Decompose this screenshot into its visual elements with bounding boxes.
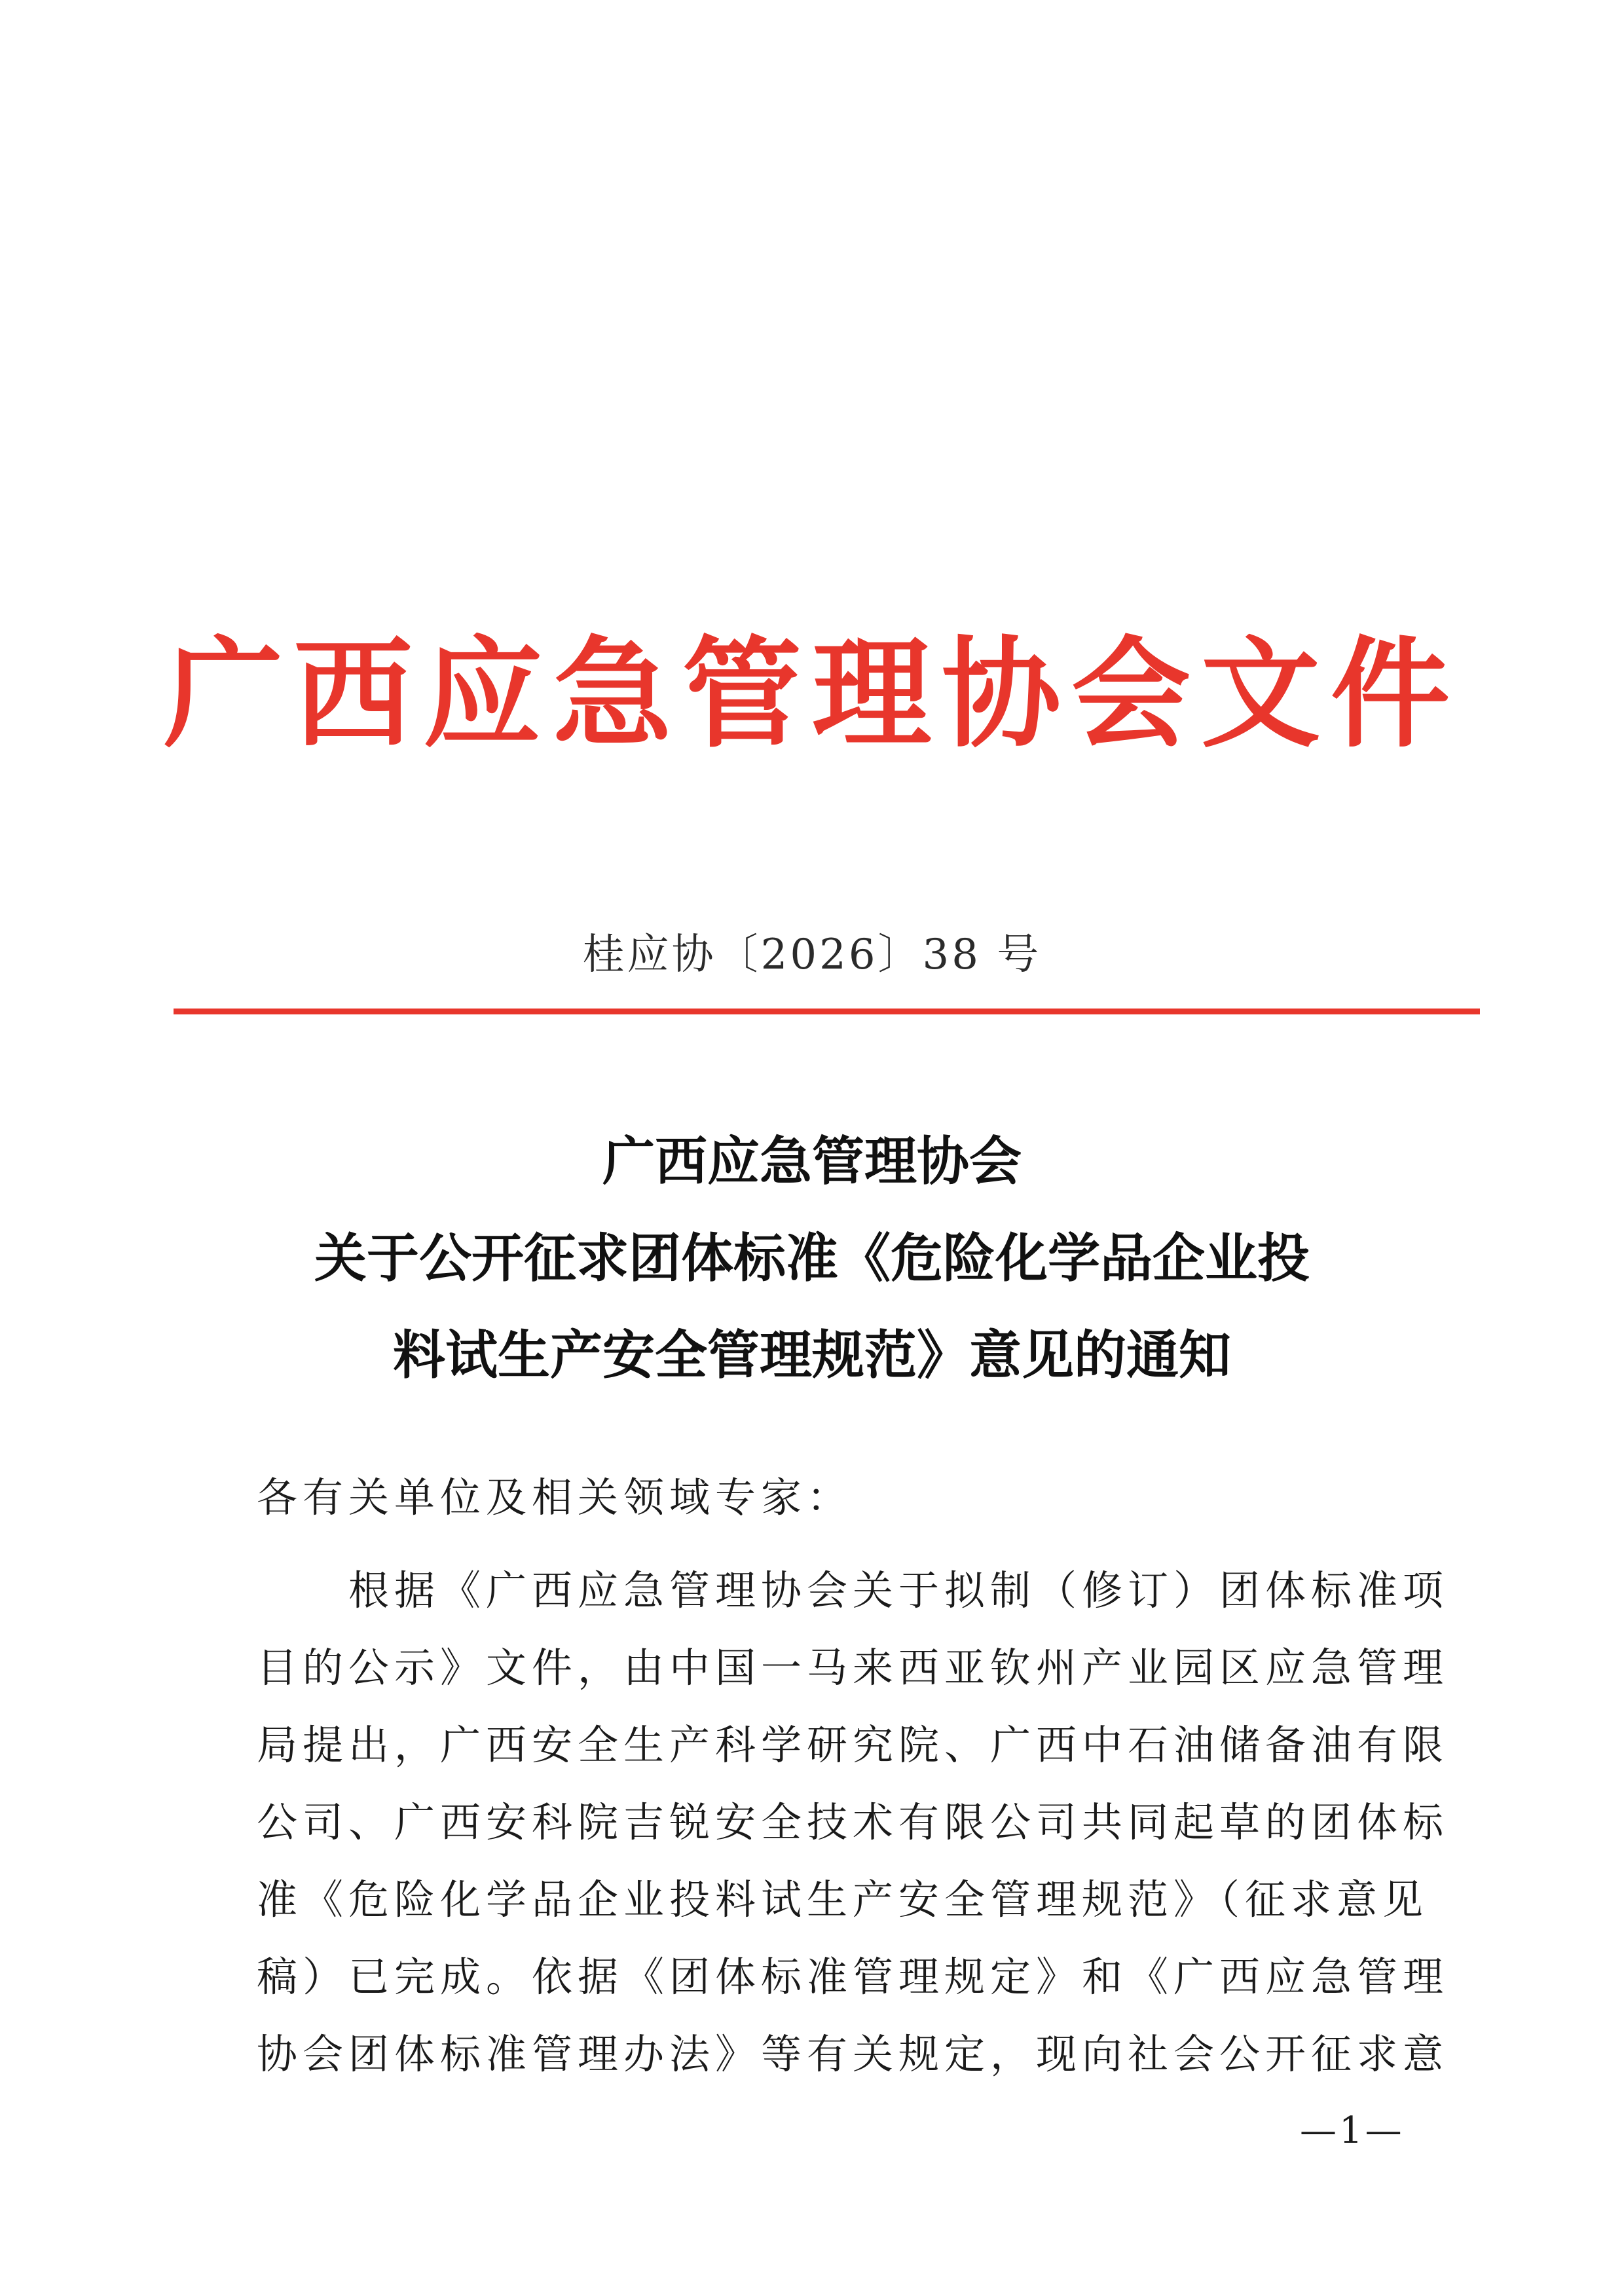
page-number: —1—: [1300, 2109, 1405, 2152]
title-line: 关于公开征求团体标准《危险化学品企业投: [314, 1228, 1310, 1289]
red-divider-line: [174, 1009, 1480, 1014]
masthead-title: 广西应急管理协会文件: [164, 623, 1460, 764]
body-line: 协会团体标准管理办法》等有关规定，现向社会公开征求意: [257, 2030, 1449, 2078]
salutation: 各有关单位及相关领域专家：: [257, 1473, 853, 1521]
title-line: 广西应急管理协会: [602, 1131, 1022, 1192]
document-number: 桂应协〔2026〕38 号: [582, 931, 1042, 979]
body-line: 局提出，广西安全生产科学研究院、广西中石油储备油有限: [257, 1721, 1449, 1769]
body-line: 稿）已完成。依据《团体标准管理规定》和《广西应急管理: [257, 1953, 1449, 2001]
body-line: 准《危险化学品企业投料试生产安全管理规范》（征求意见: [257, 1876, 1429, 1923]
body-line: 公司、广西安科院吉锐安全技术有限公司共同起草的团体标: [257, 1798, 1449, 1846]
title-line: 料试生产安全管理规范》意见的通知: [393, 1325, 1231, 1386]
body-text: [257, 1552, 1449, 2093]
body-line: 目的公示》文件，由中国一马来西亚钦州产业园区应急管理: [257, 1644, 1449, 1692]
notice-title: [0, 1113, 1624, 1404]
body-line: 根据《广西应急管理协会关于拟制（修订）团体标准项: [257, 1566, 1449, 1614]
